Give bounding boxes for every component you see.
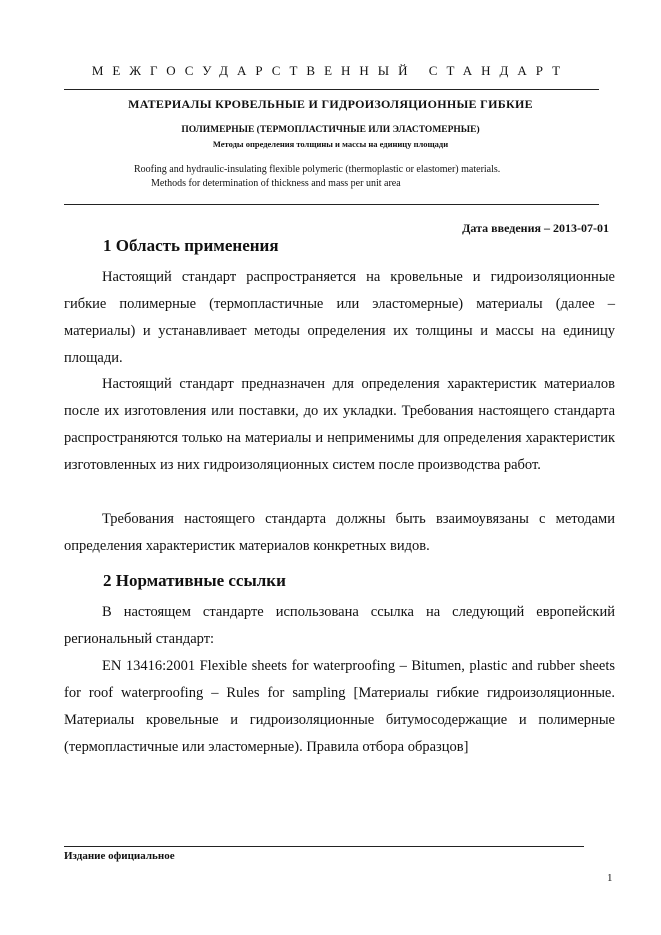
footer-rule — [64, 846, 584, 847]
page-number: 1 — [607, 872, 613, 884]
scope-paragraph-1: Настоящий стандарт распространяется на кровельные и гидроизоляционные гибкие полимерные (термопластичные или эластомерные) материалы (далее – материалы) и устанавливает методы определения их толщины и массы на единицу площади. — [64, 269, 615, 366]
references-paragraph-1: В настоящем стандарте использована ссылка на следующий европейский региональный стандарт: — [64, 604, 615, 647]
scope-paragraph-3: Требования настоящего стандарта должны быть взаимоувязаны с методами определения характеристик материалов конкретных видов. — [64, 511, 615, 554]
english-title-line2: Methods for determination of thickness and mass per unit area — [151, 178, 401, 189]
header-bottom-rule — [64, 204, 599, 205]
introduction-date: Дата введения – 2013-07-01 — [462, 221, 609, 235]
interstate-standard-label: МЕЖГОСУДАРСТВЕННЫЙ СТАНДАРТ — [91, 63, 570, 78]
standard-title-line2: ПОЛИМЕРНЫЕ (ТЕРМОПЛАСТИЧНЫЕ ИЛИ ЭЛАСТОМЕРНЫЕ) — [181, 125, 480, 135]
standard-subtitle: Методы определения толщины и массы на единицу площади — [212, 139, 449, 149]
references-paragraph-2: EN 13416:2001 Flexible sheets for waterproofing – Bitumen, plastic and rubber sheets for roof waterproofing – Rules for sampling [Материалы гибкие гидроизоляционные. Материалы кровельные и гидроизоляционные битумосодержащие и полимерные (термопластичные или эластомерные). Правила отбора образцов] — [64, 658, 615, 755]
scope-paragraph-2: Настоящий стандарт предназначен для определения характеристик материалов после их изготовления или поставки, до их укладки. Требования настоящего стандарта распространяются только на материалы и неприменимы для определения характеристик изготовленных из них гидроизоляционных систем после производства работ. — [64, 376, 615, 473]
header-top-rule — [64, 89, 599, 90]
standard-title-line1: МАТЕРИАЛЫ КРОВЕЛЬНЫЕ И ГИДРОИЗОЛЯЦИОННЫЕ ГИБКИЕ — [128, 97, 533, 111]
section-heading-scope: 1 Область применения — [103, 236, 279, 255]
english-title-line1: Roofing and hydraulic-insulating flexible polymeric (thermoplastic or elastomer) materials. — [134, 164, 501, 175]
section-heading-normative-references: 2 Нормативные ссылки — [103, 571, 286, 590]
official-edition-label: Издание официальное — [64, 850, 175, 862]
